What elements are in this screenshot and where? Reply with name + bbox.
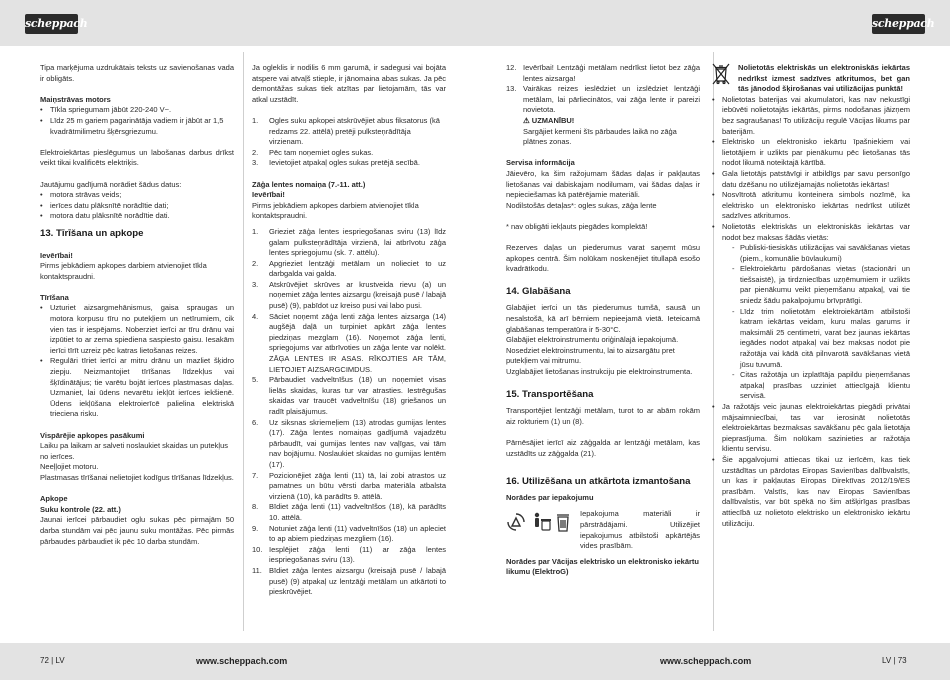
list-item: • Nosvītrotā atkritumu konteinera simbols nozīmē, ka elektrisko un elektronisko iekārtas nedrīkst utilizēt sadzīves atkritumos.	[712, 190, 910, 222]
section-heading-16: 16. Utilizēšana un atkārtota izmantošana	[506, 475, 691, 487]
bullet-list	[40, 105, 234, 137]
sub-list-item: - Elektroiekārtu pārdošanas vietas (stacionāri un tiešsaistē), ja tirdzniecības uzņēmumiem ir uzlikts par pienākumu veikt pieņemšanu atpakaļ, vai tie sniedz šādu pakalpojumu brīvprātīgi.	[732, 264, 910, 306]
crossed-bin-icon	[712, 63, 730, 85]
paragraph: Nosedziet elektroinstrumentu, lai to aizsargātu pret putekļiem vai mitrumu.	[506, 345, 675, 366]
column-divider	[243, 52, 244, 631]
recycle-icon	[506, 509, 576, 535]
section-subtitle: Servisa informācija	[506, 158, 575, 168]
numbered-list	[252, 116, 446, 169]
paragraph: Elektroiekārtas pieslēgumus un labošanas darbus drīkst veikt tikai kvalificēts elektriķis.	[40, 147, 234, 168]
paragraph: Iepakojuma materiāli ir pārstrādājami. Utilizējiet iepakojumus atbilstoši apkārtējās vides prasībām.	[580, 509, 700, 551]
weee-heading: Nolietotās elektriskās un elektroniskās iekārtas nedrīkst izmest sadzīves atkritumos, bet gan tās jānodod šķirošanas vai utilizācijas punktā!	[738, 63, 910, 94]
paragraph: Pirms jebkādiem apkopes darbiem atvienojiet tīkla kontaktspraudni.	[252, 200, 419, 221]
sub-list-item: - Līdz trim nolietotām elektroiekārtām atbilstoši katram iekārtas veidam, kuru malas garums ir maksimāli 25 centimetri, varat bez jaunas iekārtas iegādes nodot atpakaļ vai bez maksas nodot pie ražotāja vai kādā citā pilnvarotā savākšanas vietā jūsu tuvumā.	[732, 307, 910, 371]
section-heading-14: 14. Glabāšana	[506, 286, 571, 298]
paragraph: Glabājiet elektroinstrumentu oriģinālajā iepakojumā.	[506, 335, 679, 345]
paragraph: * nav obligāti iekļauts piegādes komplektā!	[506, 221, 648, 231]
list-item: • ierīces datu plāksnītē norādītie dati;	[40, 201, 234, 212]
paragraph: Nodilstošās detaļas*: ogles sukas, zāģa lente	[506, 200, 657, 210]
bullet-list	[40, 303, 234, 420]
list-item	[712, 222, 910, 402]
warning-title: Ievērībai!	[40, 250, 73, 260]
sub-list	[722, 243, 910, 402]
paragraph: Uzglabājiet lietošanas instrukciju pie elektroinstrumenta.	[506, 367, 693, 377]
packaging-note	[506, 509, 700, 551]
section-subtitle: Tīrīšana	[40, 292, 69, 302]
list-item: 11. Bīdiet zāģa lentes aizsargu (kreisajā pusē / labajā pusē) (9) atpakaļ uz lentzāģi metālam un atkārtoti to pieskrūvējiet.	[252, 565, 446, 597]
list-item: 8. Bīdiet zāģa lenti (11) vadveltnīšos (18), kā parādīts 10. attēlā.	[252, 502, 446, 522]
section-subtitle: Zāģa lentes nomaiņa (7.-11. att.)	[252, 179, 366, 189]
section-subtitle: Norādes par Vācijas elektrisko un elektronisko iekārtu likumu (ElektroG)	[506, 556, 700, 577]
section-heading-13: 13. Tīrīšana un apkope	[40, 227, 144, 239]
list-item: 12. Ievērībai! Lentzāģi metālam nedrīkst lietot bez zāģa lentes aizsarga!	[506, 63, 700, 83]
list-item: 7. Pozicionējiet zāģa lenti (11) tā, lai zobi atrastos uz pamatnes un būtu vērsti darba materiāla atbalsta virzienā (10), kā parādīts 9. attēlā.	[252, 470, 446, 501]
list-item-text: Nolietotās elektriskās un elektroniskās iekārtas var nodot bez maksas šādās vietās:	[722, 221, 910, 242]
paragraph: Transportējiet lentzāģi metālam, turot to ar abām rokām aiz rokturiem (1) un (8).	[506, 406, 700, 426]
numbered-list	[506, 63, 700, 116]
list-item: • Līdz 25 m gariem pagarinātāja vadiem ir jābūt ar 1,5 kvadrātmilimetru šķērsgriezumu.	[40, 116, 234, 137]
paragraph: Jautājumu gadījumā norādiet šādus datus:	[40, 179, 182, 189]
section-subtitle: Vispārējie apkopes pasākumi	[40, 430, 145, 440]
paragraph: Pārnēsājiet ierīcī aiz zāģgalda ar lentzāģi metālam, kas uzstādīts uz zāģgalda (21).	[506, 438, 700, 458]
paragraph: Neeļļojiet motoru.	[40, 462, 99, 472]
left-page-column-1	[40, 63, 234, 547]
page-header	[0, 0, 950, 46]
list-item: • Ja ražotājs veic jaunas elektroiekārtas piegādi privātai mājsaimniecībai, tas var ierosināt nolietotās elektroiekārtas bezmaksas savākšanu pēc gala lietotāja pieprasījuma. Šim nolūkam sazinieties ar ražotāja klientu servisu.	[712, 402, 910, 455]
page-number-left: 72 | LV	[40, 656, 65, 665]
bullet-list	[712, 95, 910, 529]
sub-list-item: - Citas ražotāja un izplatītāja papildu pieņemšanas atpakaļ prasības uzziniet attiecīgajā klientu servisā.	[732, 370, 910, 402]
paragraph: Laiku pa laikam ar salveti noslaukiet skaidas un putekļus no ierīces.	[40, 441, 229, 461]
right-page-column-1	[506, 63, 700, 578]
list-item: 2. Apgrieziet lentzāģi metālam un nolieciet to uz darbgalda vai galda.	[252, 258, 446, 279]
paragraph: Glabājiet ierīci un tās piederumus tumšā, sausā un nesalstošā, kā arī bērniem nepieejamā vietā. Ieteicamā glabāšanas temperatūra ir 5-30°C.	[506, 303, 700, 334]
list-item: 2. Pēc tam noņemiet ogles sukas.	[252, 147, 374, 157]
brand-logo-left: scheppach	[25, 14, 78, 34]
paragraph: Ja ogleklis ir nodilis 6 mm garumā, ir sadegusi vai bojāta atspere vai atvaļš stieple, ir jānomaina abas sukas. Ja pēc demontāžas sukas tiek atzītas par lietojamām, tās var atkal uzstādīt.	[252, 63, 446, 104]
paragraph: Sargājiet kermeni šīs pārbaudes laikā no zāģa plātnes zonas.	[523, 126, 677, 147]
website-link-right[interactable]: www.scheppach.com	[660, 656, 752, 666]
page-number-right: LV | 73	[882, 656, 907, 665]
list-item: • Regulāri tīriet ierīci ar mitru drānu un mazliet šķidro ziepju. Neizmantojiet tīrīšanas līdzekļus vai šķīdinātājus; tie varētu bojāt ierīces plastmasas daļas. Uzmaniet, lai ūdens nevarētu iekļūt ierīces iekšienē. Ūdens iekļūšana elektroierīcē palielina elektriskā trieciena risku.	[40, 356, 234, 420]
brand-logo-right: scheppach	[872, 14, 925, 34]
list-item: • motora datu plāksnītē norādītie dati.	[40, 211, 234, 222]
list-item: • Šie apgalvojumi attiecas tikai uz ierīcēm, kas tiek uzstādītas un pārdotas Eiropas Savienības dalībvalstīs, un kas ir pakļautas Eiropas Direktīvas 2012/19/ES prasībām. Valstīs, kas nav Eiropas Savienības dalībvalstis, var būt spēkā no šim atšķirīgas prasības attiecībā uz nolietoto elektrisko un elektronisko iekārtu utilizāciju.	[712, 455, 910, 529]
paragraph: Jāievēro, ka šim ražojumam šādas daļas ir pakļautas lietošanas vai dabiskajam nodilumam, vai šādas daļas ir nepieciešamas kā patērējamie materiāli.	[506, 168, 700, 200]
paragraph: Jaunai ierīcei pārbaudiet oglu sukas pēc pirmajām 50 darba stundām vai pēc jaunu suku montāžas. Pēc pirmās pārbaudes pārbaudiet ik pēc 10 darba stundām.	[40, 515, 234, 546]
list-item: • Elektrisko un elektronisko iekārtu īpašniekiem vai lietotājiem ir uzlikts par pienākumu pēc lietošanas tās nodot likumā noteiktajā kārtībā.	[712, 137, 910, 169]
numbered-list	[252, 227, 446, 598]
paragraph: Tipa marķējuma uzdrukātais teksts uz savienošanas vada ir obligāts.	[40, 63, 234, 83]
bullet-list	[40, 190, 234, 222]
list-item: • Nolietotas baterijas vai akumulatori, kas nav nekustīgi iebūvēti nolietotajās iekārtās, pirms nodošanas jāizņem bez sagraušanas! To utilizāciju regulē Vācijas likums par baterijām.	[712, 95, 910, 137]
list-item: 1. Ogles suku apkopei atskrūvējiet abus fiksatorus (kā redzams 22. attēlā) pretēji pulksteņrādītāja virzienam.	[252, 115, 440, 147]
list-item: 3. Atskrūvējiet skrūves ar krustveida rievu (a) un noņemiet zāģa lentes aizsargu (kreisajā pusē / labajā pusē) (9), pabīdot uz kreiso pusi vai labo pusi.	[252, 279, 446, 311]
list-item: • Gala lietotājs patstāvīgi ir atbildīgs par savu personīgo datu dzēšanu no utilizējamajās nolietotās iekārtas!	[712, 169, 910, 190]
section-subtitle: Apkope	[40, 494, 68, 504]
paragraph: Plastmasas tīrīšanai nelietojiet kodīgus tīrīšanas līdzekļus.	[40, 472, 234, 482]
list-item: • motora strāvas veids;	[40, 190, 234, 201]
list-item: • Tīkla spriegumam jābūt 220-240 V~.	[40, 105, 234, 116]
list-item: 9. Notuniet zāģa lenti (11) vadveltnīšos (18) un apleciet to ap abiem piedziņas mezgliem (16).	[252, 523, 446, 544]
warning-title: Ievērībai!	[252, 190, 285, 200]
list-item: • Uzturiet aizsargmehānismus, gaisa spraugas un motora korpusu tīru no putekļiem un netīrumiem, cik vien tas ir iespējams. Noberziet ierīci ar tīru drānu vai izpūtiet to ar zema spiediena saspiesto gaisu. Iesakām ierīci tīrīt uzreiz pēc katras lietošanas reizes.	[40, 303, 234, 356]
website-link-left[interactable]: www.scheppach.com	[196, 656, 288, 666]
section-subtitle: Maiņstrāvas motors	[40, 94, 111, 104]
paragraph: Rezerves daļas un piederumus varat saņemt mūsu apkopes centrā. Šim nolūkam noskenējiet titullapā esošo kvadrātkodu.	[506, 243, 700, 274]
warning-title: ⚠ UZMANĪBU!	[523, 115, 575, 125]
paragraph: Pirms jebkādiem apkopes darbiem atvienojiet tīkla kontaktspraudni.	[40, 261, 207, 281]
list-item: 10. Iesplējiet zāģa lenti (11) ar zāģa lentes iespriegošanas sviru (13).	[252, 544, 446, 565]
section-subtitle: Norādes par iepakojumu	[506, 492, 594, 502]
section-subtitle: Suku kontrole (22. att.)	[40, 504, 121, 514]
weee-notice	[712, 63, 910, 95]
recycling-icons	[506, 509, 576, 535]
sub-list-item: - Publiski-tiesiskās utilizācijas vai savākšanas vietas (piem., komunālie būvlaukumi)	[732, 243, 910, 264]
left-page-column-2	[252, 63, 446, 598]
list-item: 5. Pārbaudiet vadveltnīšus (18) un noņemiet visas lielās skaidas, kuras tur var atrasties. Iestrēgušas skaidas var traucēt vadveltnīšu (18) griešanos un radīt plaisājumus.	[252, 375, 446, 416]
page-footer	[0, 643, 950, 680]
list-item: 1. Grieziet zāģa lentes iespriegošanas sviru (13) līdz galam pulksteņrādītāja virzienā, lai atbrīvotu zāģa lentes spriegojumu (sk. 7. attēlu).	[252, 226, 446, 258]
right-page-column-2	[712, 63, 910, 529]
list-item: 4. Sāciet noņemt zāģa lenti zāģa lentes aizsarga (14) augšējā daļā un turpiniet apkārt zāģa lentes piedziņas mezglam (16). Noņemot zāģa lenti, spriegojums var atbrīvoties un zāģa lente var nolēkt. ZĀĢA LENTES IR ASAS. RĪKOJTIES AR TĀM, LIETOJIET AIZSARGCIMDUS.	[252, 311, 446, 374]
list-item: 6. Uz siksnas skriemeļiem (13) atrodas gumijas lentes (17). Zāģa lentes nomaiņas gadījumā vajadzētu pārbaudīt, vai gumijas lentes nav vaļīgas, vai tām nav bojājumu. Noslaukiet skaidas no gumijas lentēm (17).	[252, 417, 446, 469]
section-heading-15: 15. Transportēšana	[506, 389, 594, 401]
list-item: 3. Ievietojiet atpakaļ ogles sukas pretējā secībā.	[252, 158, 420, 168]
list-item: 13. Vairākas reizes ieslēdziet un izslēdziet lentzāģi metālam, lai pārliecinātos, vai zāģa lente ir pareizi novietota.	[506, 84, 700, 115]
